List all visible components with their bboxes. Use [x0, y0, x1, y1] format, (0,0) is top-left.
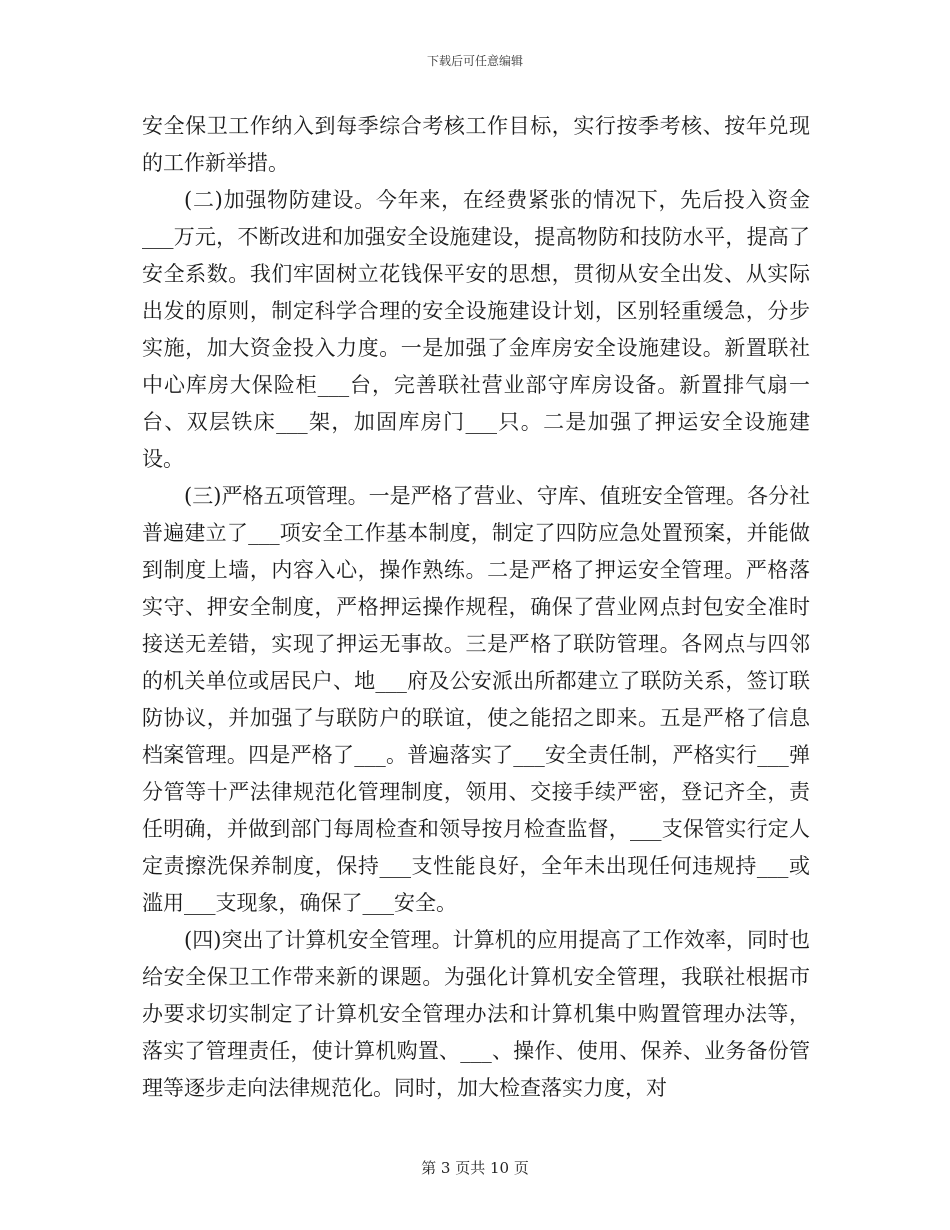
paragraph-1: 安全保卫工作纳入到每季综合考核工作目标，实行按季考核、按年兑现的工作新举措。 [142, 114, 810, 175]
page-footer: 第 3 页共 10 页 [421, 1159, 529, 1177]
paragraph-4: (四)突出了计算机安全管理。计算机的应用提高了工作效率，同时也给安全保卫工作带来新的课题。为强化计算机安全管理，我联社根据市办要求切实制定了计算机安全管理办法和计算机集中购置管理办法等，落实了管理责任，使计算机购置、___、操作、使用、保养、业务备份管理等逐步走向法律规范化。同时，加大检查落实力度，对 [142, 928, 810, 1100]
paragraph-3: (三)严格五项管理。一是严格了营业、守库、值班安全管理。各分社普遍建立了___项安全工作基本制度，制定了四防应急处置预案，并能做到制度上墙，内容入心，操作熟练。二是严格了押运安全管理。严格落实守、押安全制度，严格押运操作规程，确保了营业网点封包安全准时接送无差错，实现了押运无事故。三是严格了联防管理。各网点与四邻的机关单位或居民户、地___府及公安派出所都建立了联防关系，签订联防协议，并加强了与联防户的联谊，使之能招之即来。五是严格了信息档案管理。四是严格了___。普遍落实了___安全责任制，严格实行___弹分管等十严法律规范化管理制度，领用、交接手续严密，登记齐全，责任明确，并做到部门每周检查和领导按月检查监督，___支保管实行定人定责擦洗保养制度，保持___支性能良好，全年未出现任何违规持___或滥用___支现象，确保了___安全。 [142, 484, 810, 915]
document-body [142, 108, 810, 1107]
paragraph-2: (二)加强物防建设。今年来，在经费紧张的情况下，先后投入资金___万元，不断改进和加强安全设施建设，提高物防和技防水平，提高了安全系数。我们牢固树立花钱保平安的思想，贯彻从安全出发、从实际出发的原则，制定科学合理的安全设施建设计划，区别轻重缓急，分步实施，加大资金投入力度。一是加强了金库房安全设施建设。新置联社中心库房大保险柜___台，完善联社营业部守库房设备。新置排气扇一台、双层铁床___架，加固库房门___只。二是加强了押运安全设施建设。 [142, 188, 810, 471]
page-header: 下载后可任意编辑 [426, 54, 523, 68]
